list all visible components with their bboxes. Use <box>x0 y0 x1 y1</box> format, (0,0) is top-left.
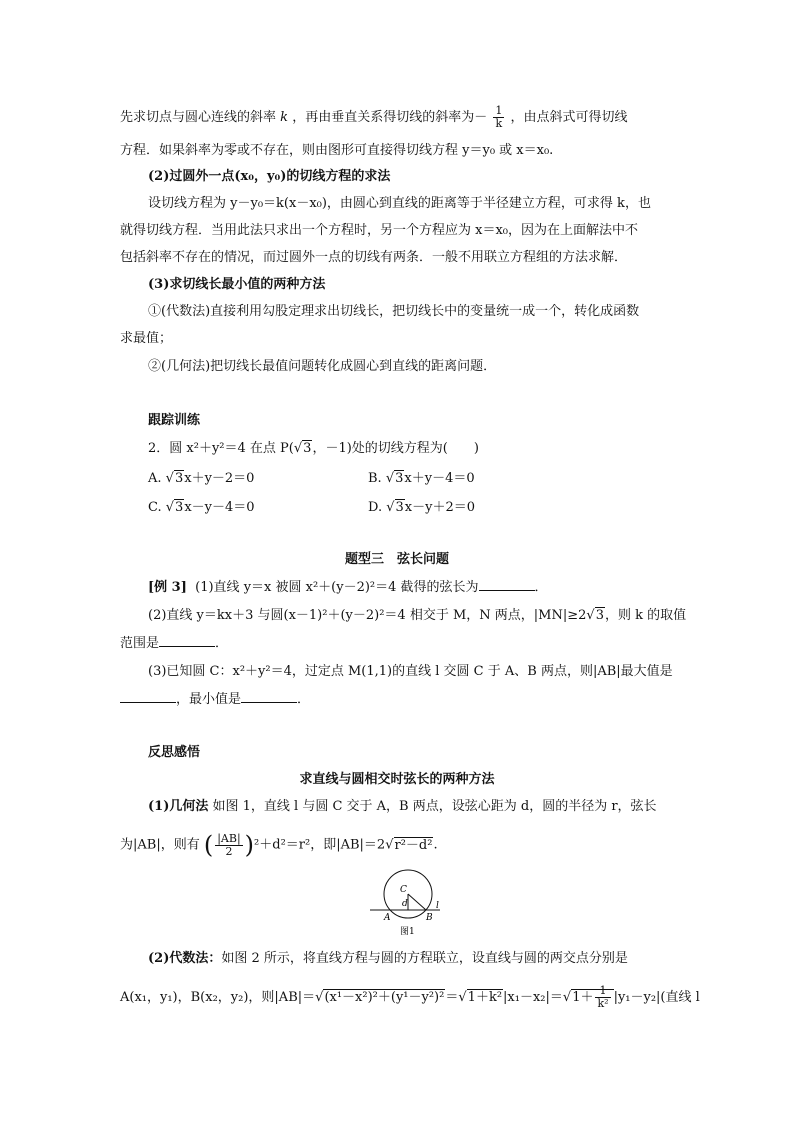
text: 先求切点与圆心连线的斜率 <box>120 110 277 125</box>
example-label: [例 3] <box>148 580 187 595</box>
option-b[interactable]: B. √3x＋y－4＝0 <box>368 471 475 486</box>
sqrt-value: 3 <box>174 471 184 486</box>
text: ，－1)处的切线方程为( ) <box>312 441 479 456</box>
sqrt-value: 3 <box>395 471 404 486</box>
section2-p1: 设切线方程为 y－y₀＝k(x－x₀)，由圆心到直线的距离等于半径建立方程，可求得 k，也 <box>148 196 651 211</box>
sqrt-value: (x¹－x²)²＋(y¹－y²)² <box>324 990 445 1005</box>
example3-q3: (3)已知圆 C：x²＋y²＝4，过定点 M(1,1)的直线 l 交圆 C 于 A、B 两点，则|AB|最大值是 <box>148 664 673 679</box>
section3-p2: 求最值； <box>120 331 173 346</box>
sqrt-value: 3 <box>395 500 404 515</box>
algebraic-method-line-1 <box>148 950 708 968</box>
sqrt-value: 3 <box>303 441 312 456</box>
option-text: x－y－4＝0 <box>184 500 255 515</box>
text: ． <box>297 692 311 707</box>
text: ． <box>534 580 548 595</box>
sqrt-value: 1＋k² <box>467 990 503 1005</box>
fraction-ab-over-2 <box>215 833 242 858</box>
section2-p2: 就得切线方程．当用此法只求出一个方程时，另一个方程应为 x＝x₀，因为在上面解法中不 <box>120 223 639 238</box>
answer-blank[interactable] <box>120 690 176 703</box>
option-text: x－y＋2＝0 <box>404 500 476 515</box>
tangent-method-line-1 <box>120 105 680 130</box>
option-label: B. <box>368 471 382 486</box>
practice-question: 2．圆 x²＋y²＝4 在点 P(√3，－1)处的切线方程为( ) <box>148 441 479 456</box>
radius-line <box>408 894 426 910</box>
topic3-title: 题型三 弦长问题 <box>344 552 449 567</box>
option-d[interactable]: D. √3x－y＋2＝0 <box>368 500 476 515</box>
frac-num: 1 <box>495 104 503 117</box>
text: 如图 1，直线 l 与圆 C 交于 A，B 两点，设弦心距为 d，圆的半径为 r，弦长 <box>212 799 657 814</box>
sqrt-value: 3 <box>595 608 604 623</box>
section2-p3: 包括斜率不存在的情况，而过圆外一点的切线有两条．一般不用联立方程组的方法求解． <box>120 250 628 265</box>
frac-den: k <box>495 117 503 130</box>
option-label: A. <box>148 471 162 486</box>
option-c[interactable]: C. √3x－y－4＝0 <box>148 500 255 515</box>
reflection-title: 求直线与圆相交时弦长的两种方法 <box>299 772 495 787</box>
text: ＝ <box>445 990 459 1005</box>
section2-heading: (2)过圆外一点(x₀，y₀)的切线方程的求法 <box>148 169 391 184</box>
label-A: A <box>384 913 391 923</box>
option-text: x＋y－4＝0 <box>404 471 475 486</box>
answer-blank[interactable] <box>159 634 215 647</box>
sqrt-value: 3 <box>175 500 184 515</box>
text: ，则 k 的取值 <box>604 608 687 623</box>
answer-blank[interactable] <box>241 690 297 703</box>
text: |y₁－y₂|(直线 l <box>613 990 700 1005</box>
text: (2)直线 y＝kx＋3 与圆(x－1)²＋(y－2)²＝4 相交于 M，N 两点，|MN|≥2 <box>148 608 587 623</box>
fraction-one-over-k <box>493 105 504 130</box>
option-text: x＋y－2＝0 <box>184 471 255 486</box>
text: . <box>433 837 438 853</box>
text: ，最小值是 <box>176 692 242 707</box>
example3-q2-cont <box>120 634 680 653</box>
text: ²＋d²＝r²，即|AB|＝2 <box>254 837 386 853</box>
option-a[interactable]: A. √3x＋y－2＝0 <box>148 471 255 486</box>
figure-caption: 图1 <box>400 927 415 936</box>
option-label: D. <box>368 500 383 515</box>
frac-num: 1 <box>595 985 610 998</box>
section3-p1: ①(代数法)直接利用勾股定理求出切线长，把切线长中的变量统一成一个，转化成函数 <box>148 304 640 319</box>
example3-q3-cont <box>120 690 680 709</box>
var-k: k <box>280 110 289 125</box>
method-label: (1)几何法 <box>148 799 209 814</box>
text: 范围是 <box>120 636 160 651</box>
text: 如图 2 所示，将直线方程与圆的方程联立，设直线与圆的两交点分别是 <box>221 951 628 966</box>
label-d: d <box>402 899 408 909</box>
algebraic-method-line-2: A(x₁，y₁)，B(x₂，y₂)，则|AB|＝√(x¹－x²)²＋(y¹－y²)²＝√1＋k²|x₁－x₂|＝√1＋ $\frac{1}{\text{k²}}$ |y₁－y₂|(直线 l <box>120 984 700 1010</box>
option-label: C. <box>148 500 162 515</box>
sqrt-value: r²－d² <box>394 837 433 853</box>
frac-den: k² <box>597 997 609 1010</box>
text: 2．圆 x²＋y²＝4 在点 P( <box>148 441 294 456</box>
text: (1)直线 y＝x 被圆 x²＋(y－2)²＝4 截得的弦长为 <box>195 580 479 595</box>
geometric-method-line-2: 为|AB|，则有 ( $\frac{|AB|}{2}$ )²＋d²＝r²，即|AB|＝2√r²－d². <box>120 831 438 859</box>
label-B: B <box>426 913 433 923</box>
section3-heading: (3)求切线长最小值的两种方法 <box>148 277 326 292</box>
example3-q2: (2)直线 y＝kx＋3 与圆(x－1)²＋(y－2)²＝4 相交于 M，N 两点，|MN|≥2√3，则 k 的取值 <box>148 608 687 623</box>
text: ． <box>215 636 229 651</box>
figure-1-circle-chord <box>370 868 440 936</box>
text: ，再由垂直关系得切线的斜率为－ <box>292 110 488 125</box>
fraction-1-over-k2 <box>595 985 610 1010</box>
answer-blank[interactable] <box>479 578 535 591</box>
practice-heading: 跟踪训练 <box>148 413 201 428</box>
text: |x₁－x₂|＝ <box>503 990 563 1005</box>
text: ，由点斜式可得切线 <box>510 110 628 125</box>
section3-p3: ②(几何法)把切线长最值问题转化成圆心到直线的距离问题． <box>148 359 497 374</box>
frac-num: |AB| <box>217 831 241 845</box>
label-l: l <box>436 901 439 911</box>
example3-q1 <box>148 578 708 597</box>
method-label: (2)代数法： <box>148 951 222 966</box>
geometric-method-line-1 <box>148 798 708 816</box>
frac-den: 2 <box>225 844 233 858</box>
label-C: C <box>400 885 407 895</box>
reflection-heading: 反思感悟 <box>148 745 201 760</box>
text: A(x₁，y₁)，B(x₂，y₂)，则|AB|＝ <box>120 990 316 1005</box>
text: 为|AB|，则有 <box>120 837 200 853</box>
tangent-method-line-2: 方程．如果斜率为零或不存在，则由图形可直接得切线方程 y＝y₀ 或 x＝x₀. <box>120 143 554 158</box>
